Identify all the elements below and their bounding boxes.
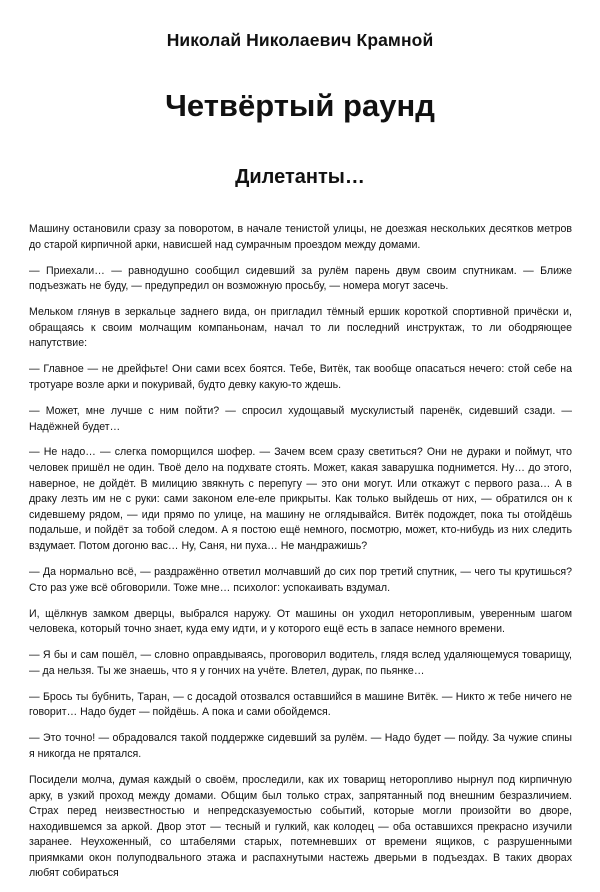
- paragraph: — Брось ты бубнить, Таран, — с досадой отозвался оставшийся в машине Витёк. — Никто ж тебе ничего не говорит… Надо будет — пойдёшь. А пока и сами обойдемся.: [29, 690, 572, 719]
- paragraph: Машину остановили сразу за поворотом, в начале тенистой улицы, не доезжая нескольких десятков метров до старой кирпичной арки, нависшей над сумрачным проездом между домами.: [29, 223, 572, 251]
- chapter-title: Дилетанты…: [235, 166, 365, 188]
- paragraph: — Да нормально всё, — раздражённо ответил молчавший до сих пор третий спутник, — чего ты крутишься? Сто раз уже всё обговорили. Тоже мне… психолог: успокаивать вздумал.: [29, 566, 572, 594]
- paragraph: — Я бы и сам пошёл, — словно оправдываясь, проговорил водитель, глядя вслед удаляющемуся товарищу, — да нельзя. Ты же знаешь, что я у гончих на учёте. Влетел, дурак, по пьянке…: [29, 649, 572, 677]
- paragraph: И, щёлкнув замком дверцы, выбрался наружу. От машины он уходил неторопливым, уверенным шагом человека, который точно знает, куда ему идти, и у которого ещё есть в запасе немного времени.: [29, 607, 572, 636]
- paragraph: — Главное — не дрейфьте! Они сами всех боятся. Тебе, Витёк, так вообще опасаться нечего: стой себе на тротуаре возле арки и покуривай, будто девку какую-то ждешь.: [29, 363, 572, 391]
- chapter-text: [29, 222, 572, 892]
- paragraph: — Приехали… — равнодушно сообщил сидевший за рулём парень двум своим спутникам. — Ближе подъезжать не буду, — предупредил он возможную просьбу, — номера могут засечь.: [29, 264, 572, 293]
- paragraph: — Может, мне лучше с ним пойти? — спросил худощавый мускулистый паренёк, сидевший сзади. — Надёжней будет…: [29, 404, 572, 433]
- paragraph: — Это точно! — обрадовался такой поддержке сидевший за рулём. — Надо будет — пойду. За чужие спины я никогда не прятался.: [29, 732, 572, 760]
- paragraph: — Не надо… — слегка поморщился шофер. — Зачем всем сразу светиться? Они не дураки и поймут, что человек пришёл не один. Твоё дело на подхвате стоять. Может, какая заварушка поднимется. Ну… до этого, наверное, не дойдёт. В милицию звякнуть с перепугу — это они могут. Или откажут с первого раза… А в драку лезть им не с руки: сами законом еле-еле прикрыты. Как только выйдешь от них, — обратился он к сидевшему рядом, — иди прямо по улице, на машину не оглядывайся. Витёк подождет, пока ты отойдёшь подальше, и пойдёт за тобой следом. А я постою ещё немного, посмотрю, может, кто-нибудь из них следить вздумает. Потом догоню вас… Ну, Саня, ни пуха… Не мандражишь?: [29, 446, 572, 553]
- book-title: Четвёртый раунд: [165, 88, 435, 123]
- paragraph: Посидели молча, думая каждый о своём, проследили, как их товарищ неторопливо нырнул под кирпичную арку, в узкий проход между домами. Общим был только страх, запрятанный под внешним безразличием. Страх перед неизвестностью и непредсказуемостью событий, которые могли произойти во дворе, находившемся за аркой. Двор этот — тесный и гулкий, как колодец — оба оставшихся прекрасно изучили заранее. Неухоженный, со штабелями старых, потемневших от времени ящиков, с разрушенными приямками окон полуподвального этажа и распахнутыми настежь дверьми в подъездах. В таких дворах любят собираться: [29, 773, 572, 880]
- author-name: Николай Николаевич Крамной: [166, 30, 434, 50]
- paragraph: Мельком глянув в зеркальце заднего вида, он пригладил тёмный ершик короткой спортивной причёски и, обращаясь к своим молчащим компаньонам, начал то ли последний инструктаж, то ли ободряющее напутствие:: [29, 306, 572, 350]
